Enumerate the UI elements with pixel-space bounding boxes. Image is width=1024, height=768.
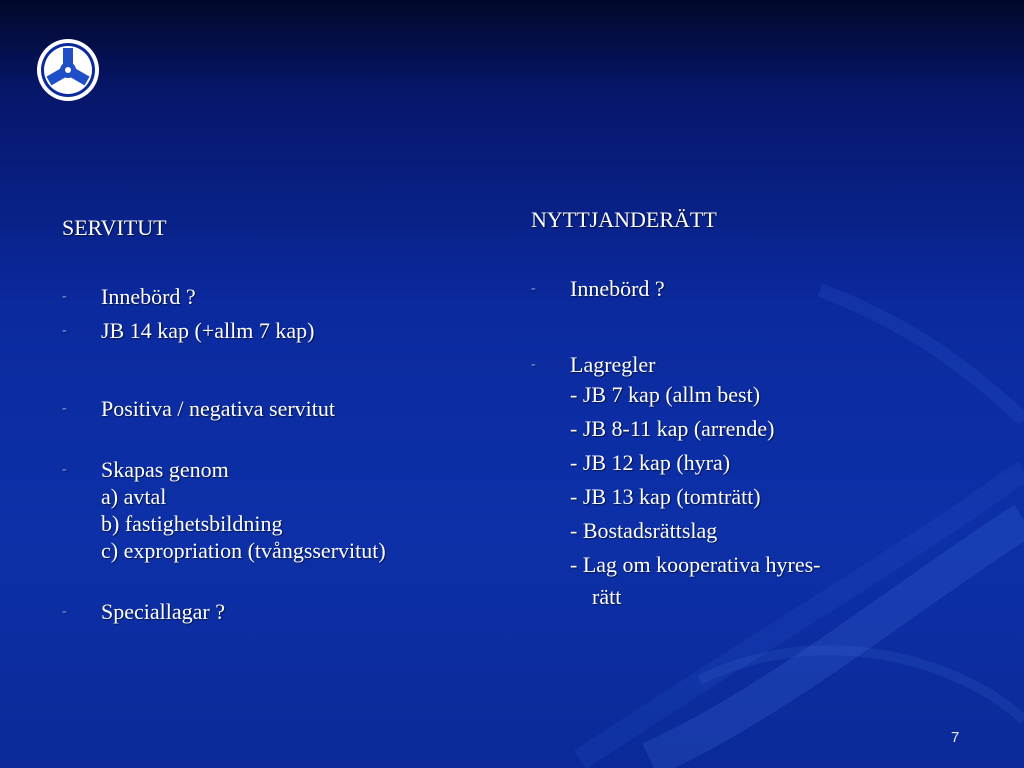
bullet-dash: - <box>531 357 536 372</box>
bullet-dash: - <box>62 462 67 477</box>
servitut-heading: SERVITUT <box>62 215 167 240</box>
law-item: - Lag om kooperativa hyres- <box>570 552 821 577</box>
list-item-text: Skapas genom <box>101 457 229 482</box>
law-item: - JB 7 kap (allm best) <box>570 382 761 407</box>
nyttjanderatt-heading: NYTTJANDERÄTT <box>531 207 717 232</box>
bullet-dash: - <box>62 604 67 619</box>
list-item-text: Lagregler <box>570 352 656 377</box>
law-item: - JB 13 kap (tomträtt) <box>570 484 761 509</box>
list-item-text: Innebörd ? <box>570 276 665 301</box>
bullet-dash: - <box>62 289 67 304</box>
list-item <box>531 275 951 302</box>
bullet-dash: - <box>62 401 67 416</box>
list-item-text: Innebörd ? <box>101 284 196 309</box>
sub-item: b) fastighetsbildning <box>101 511 283 536</box>
law-item-continuation: rätt <box>592 584 622 609</box>
list-item <box>62 598 482 625</box>
list-item <box>531 351 951 612</box>
law-item: - JB 8-11 kap (arrende) <box>570 416 775 441</box>
list-item-text: JB 14 kap (+allm 7 kap) <box>101 318 315 343</box>
list-item-text: Positiva / negativa servitut <box>101 396 336 421</box>
university-logo <box>36 38 100 102</box>
list-item <box>62 395 482 422</box>
law-item: - JB 12 kap (hyra) <box>570 450 731 475</box>
nyttjanderatt-column <box>531 206 951 612</box>
sub-item: c) expropriation (tvångsservitut) <box>101 538 386 563</box>
servitut-column <box>62 214 482 625</box>
law-item: - Bostadsrättslag <box>570 518 718 543</box>
list-item <box>62 283 482 310</box>
list-item <box>62 317 482 344</box>
sub-item: a) avtal <box>101 484 167 509</box>
bullet-dash: - <box>531 281 536 296</box>
bullet-dash: - <box>62 323 67 338</box>
list-item <box>62 456 482 564</box>
page-number: 7 <box>951 729 960 746</box>
list-item-text: Speciallagar ? <box>101 599 225 624</box>
